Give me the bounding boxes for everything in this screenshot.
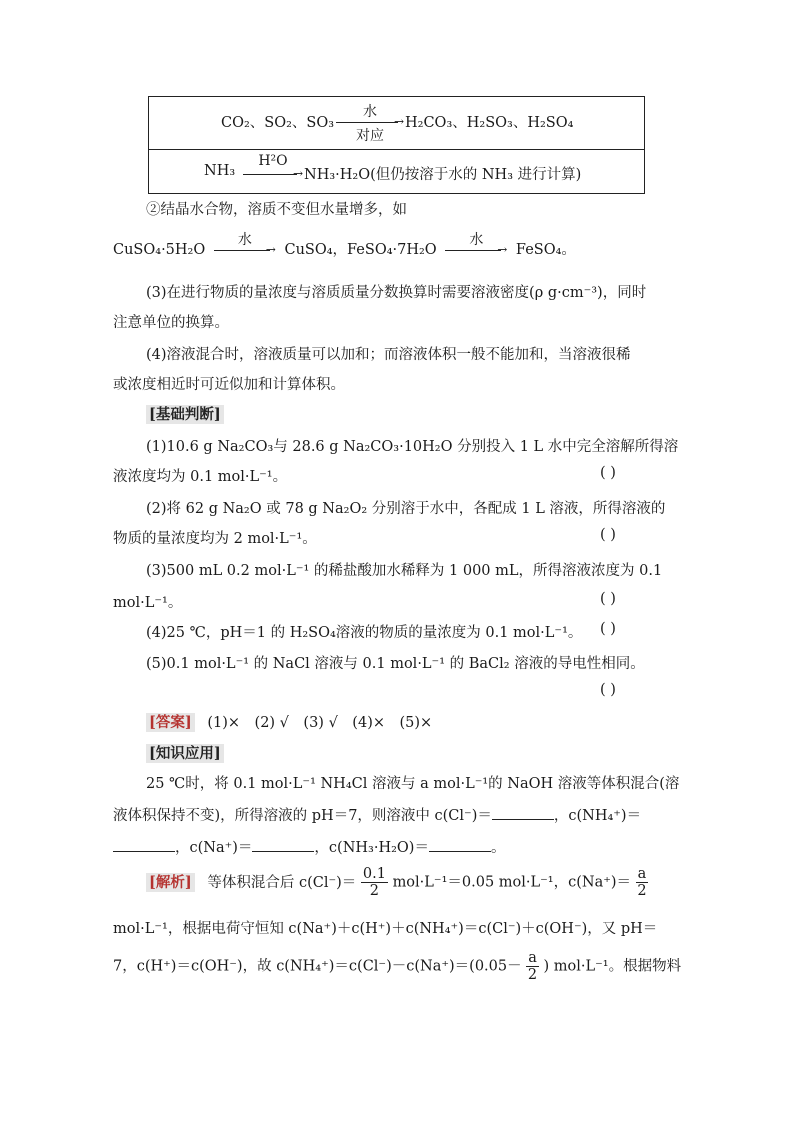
tag-label: [基础判断] bbox=[146, 405, 224, 424]
answer-blank[interactable] bbox=[429, 839, 491, 852]
answer-paren: ( ) bbox=[600, 527, 616, 543]
section-tag-apply bbox=[146, 742, 224, 763]
answers-line bbox=[146, 711, 432, 732]
question-3-line2: mol·L⁻¹。 bbox=[113, 595, 183, 611]
row1-products: H₂CO₃、H₂SO₃、H₂SO₄ bbox=[405, 115, 574, 131]
arrow-label-top: 水 bbox=[363, 104, 377, 120]
question-1-line2: 液浓度均为 0.1 mol·L⁻¹。 bbox=[113, 469, 288, 485]
reaction-arrow: → H²O bbox=[243, 167, 303, 181]
answer-blank[interactable] bbox=[252, 839, 314, 852]
question-2-line1: (2)将 62 g Na₂O 或 78 g Na₂O₂ 分别溶于水中，各配成 1 L 溶液，所得溶液的 bbox=[146, 501, 666, 517]
paragraph-4-line1: (4)溶液混合时，溶液质量可以加和；而溶液体积一般不能加和，当溶液很稀 bbox=[146, 347, 631, 363]
answer-tag: [答案] bbox=[146, 713, 195, 732]
fraction: $\frac{a}{2}$ bbox=[527, 950, 538, 983]
equation-term: CuSO₄·5H₂O bbox=[113, 242, 206, 258]
answer-paren: ( ) bbox=[600, 591, 616, 607]
application-line2: 液体积保持不变)，所得溶液的 pH＝7，则溶液中 c(Cl⁻)＝ ，c(NH₄⁺)＝ bbox=[113, 808, 642, 824]
row1-reactants: CO₂、SO₂、SO₃ bbox=[221, 115, 335, 131]
answer-paren: ( ) bbox=[600, 465, 616, 481]
row2-product: NH₃·H₂O(但仍按溶于水的 NH₃ 进行计算) bbox=[304, 167, 582, 183]
question-1-line1: (1)10.6 g Na₂CO₃与 28.6 g Na₂CO₃·10H₂O 分别投入 1 L 水中完全溶解所得溶 bbox=[146, 439, 679, 455]
reaction-arrow: → 水 bbox=[445, 243, 507, 257]
crystal-equation bbox=[113, 232, 576, 259]
analysis-tag: [解析] bbox=[146, 873, 195, 892]
paragraph-crystal: ②结晶水合物，溶质不变但水量增多，如 bbox=[146, 202, 407, 218]
fraction: $\frac{0.1}{2}$ bbox=[362, 866, 386, 899]
answers-text: (1)× (2) √ (3) √ (4)× (5)× bbox=[207, 715, 433, 731]
row2-reactant: NH₃ bbox=[204, 163, 236, 179]
reaction-arrow: → 水 对应 bbox=[336, 115, 404, 129]
analysis-line1: [解析] 等体积混合后 c(Cl⁻)＝ $\frac{0.1}{2}$ mol·L⁻¹＝0.05 mol·L⁻¹，c(Na⁺)＝ $\frac{a}{2}$ bbox=[146, 866, 648, 899]
application-line3: ，c(Na⁺)＝ ，c(NH₃·H₂O)＝ 。 bbox=[113, 836, 505, 857]
analysis-line2: mol·L⁻¹，根据电荷守恒知 c(Na⁺)＋c(H⁺)＋c(NH₄⁺)＝c(Cl⁻)＋c(OH⁻)，又 pH＝ bbox=[113, 921, 658, 937]
tag-label: [知识应用] bbox=[146, 744, 224, 763]
arrow-label-top: H²O bbox=[258, 153, 288, 169]
paragraph-4-line2: 或浓度相近时可近似加和计算体积。 bbox=[113, 377, 345, 393]
table-row bbox=[149, 149, 644, 193]
answer-paren: ( ) bbox=[600, 621, 616, 637]
table-row bbox=[149, 97, 644, 150]
answer-blank[interactable] bbox=[492, 807, 554, 820]
equation-term: CuSO₄，FeSO₄·7H₂O bbox=[284, 242, 437, 258]
question-3-line1: (3)500 mL 0.2 mol·L⁻¹ 的稀盐酸加水稀释为 1 000 mL，所得溶液浓度为 0.1 bbox=[146, 563, 663, 579]
fraction: $\frac{a}{2}$ bbox=[637, 866, 647, 899]
equation-term: FeSO₄。 bbox=[515, 242, 576, 258]
section-tag-basic bbox=[146, 403, 224, 424]
paragraph-3-line1: (3)在进行物质的量浓度与溶质质量分数换算时需要溶液密度(ρ g·cm⁻³)，同时 bbox=[146, 285, 647, 301]
question-5: (5)0.1 mol·L⁻¹ 的 NaCl 溶液与 0.1 mol·L⁻¹ 的 BaCl₂ 溶液的导电性相同。 bbox=[146, 656, 645, 672]
conversion-table bbox=[148, 96, 645, 194]
arrow-label-top: 水 bbox=[237, 232, 252, 248]
analysis-line3: 7，c(H⁺)＝c(OH⁻)，故 c(NH₄⁺)＝c(Cl⁻)－c(Na⁺)＝(0.05－ $\frac{a}{2}$ ) mol·L⁻¹。根据物料 bbox=[113, 950, 682, 983]
arrow-label-top: 水 bbox=[469, 232, 484, 248]
question-4: (4)25 ℃，pH＝1 的 H₂SO₄溶液的物质的量浓度为 0.1 mol·L⁻¹。 bbox=[146, 625, 583, 641]
reaction-arrow: → 水 bbox=[214, 243, 276, 257]
paragraph-3-line2: 注意单位的换算。 bbox=[113, 315, 229, 331]
application-line1: 25 ℃时，将 0.1 mol·L⁻¹ NH₄Cl 溶液与 a mol·L⁻¹的 NaOH 溶液等体积混合(溶 bbox=[146, 776, 680, 792]
answer-blank[interactable] bbox=[113, 839, 175, 852]
question-2-line2: 物质的量浓度均为 2 mol·L⁻¹。 bbox=[113, 531, 317, 547]
arrow-label-bottom: 对应 bbox=[356, 128, 384, 144]
answer-paren: ( ) bbox=[600, 682, 616, 698]
